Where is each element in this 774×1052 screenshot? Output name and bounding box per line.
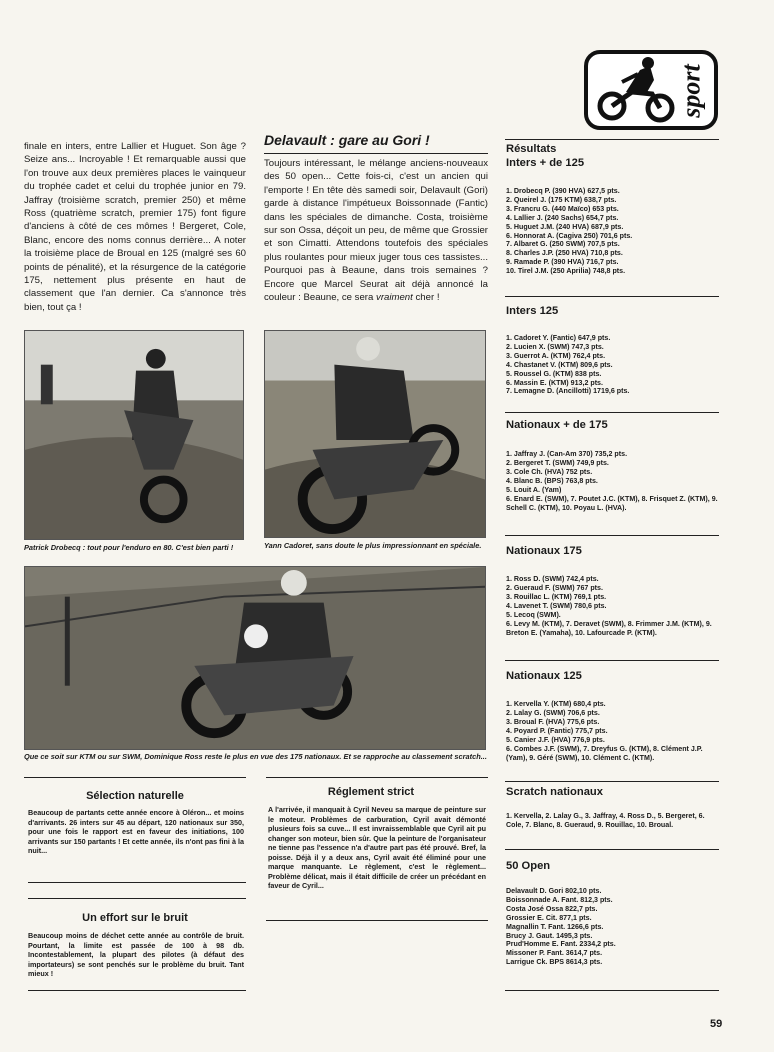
article-body [264,157,488,304]
list-item: 6. Honnorat A. (Cagiva 250) 701,6 pts. [506,231,633,240]
article-body-text: Toujours intéressant, le mélange anciens-nouveaux des 50 open... Cette fois-ci, c'est un ancien qui l'emporte ! En tête dès samedi soir, Delavault (Gori) garde à distance l'impétueux Boissonnade (Fantic) dans les spéciales de dimanche. Costa, troisième sur son Ossa, déçoit un peu, de même que Grossier et son Cimatti. Attendons toutefois des spéciales plus roulantes pour mieux juger tous ces tassistes... Pourquoi pas à Beaune, dans trois semaines ? Encore que Marcel Seurat ait déjà annoncé la couleur : Beaune, ce sera [264,158,488,304]
open-50-list [506,887,616,967]
nationaux-175-list [506,575,607,620]
nationaux-plus-175-list [506,450,627,495]
list-item: Brucy J. Gaut. 1495,3 pts. [506,931,593,940]
reglement-text: A l'arrivée, il manquait à Cyril Neveu sa marque de peinture sur le moteur. Problèmes de carburation, Cyril avait démonté plusieurs fois sa cuve... Il est invraissemblable que Cyril ait pu changer son moteur, bien sûr. Que la peinture de l'organisateur ne tienne pas l'essence n'a d'autre part pas été prouvé. Bref, la poisse. Déjà il y a deux ans, Cyril avait été éliminé pour une marque manquante. Le règlement, c'est le règlement... Problème délicat, mais il était difficile de créer un précédant en faveur de Cyril... [268,805,486,890]
list-item: Delavault D. Gori 802,10 pts. [506,887,602,895]
list-item: 9. Ramade P. (390 HVA) 716,7 pts. [506,258,619,267]
list-item: 10. Tirel J.M. (250 Aprilia) 748,8 pts. [506,267,626,276]
intro-paragraph: finale en inters, entre Lallier et Huguet. Son âge ? Seize ans... Incroyable ! Et remarquable aussi que l'on trouve aux deux premières places le vainqueur du trophée cadet et celui du trophée junior en 79. Jaffray (troisième scratch, premier 250) et même Ross (quatrième scratch, premier 175) font figure d'anciens à côté de ces mômes ! Bergeret, Cole, Blanc, encore des noms connus derrière... A noter la troisième place de Broual en 125 (malgré ses 60 points de pénalité), et la résurgence de la catégorie 175, nettement plus présente en haut de classement que l'an dernier. Ca s'annonce très bien, tout ça ! [24,141,246,313]
open-50-title: 50 Open [506,860,551,872]
nationaux-175-title: Nationaux 175 [506,545,582,557]
list-item: 2. Gueraud F. (SWM) 767 pts. [506,583,603,592]
reglement-title: Réglement strict [327,786,415,798]
list-item: 5. Huguet J.M. (240 HVA) 687,9 pts. [506,222,624,231]
list-item: Prud'Homme E. Fant. 2334,2 pts. [506,940,616,949]
scratch-text: 1. Kervella, 2. Lalay G., 3. Jaffray, 4. Ross D., 5. Bergeret, 6. Cole, 7. Blanc, 8. Gueraud, 9. Rouillac, 10. Broual. [506,812,705,829]
photo-drobecq-caption: Patrick Drobecq : tout pour l'enduro en 80. C'est bien parti ! [24,543,234,552]
nationaux-plus-175-tail: 6. Enard E. (SWM), 7. Poutet J.C. (KTM), 8. Frisquet Z. (KTM), 9. Schell C. (KTM), 10. Poyau L. (HVA). [506,495,718,512]
list-item: 4. Lallier J. (240 Sachs) 654,7 pts. [506,213,619,222]
nationaux-plus-175-title: Nationaux + de 175 [506,419,608,431]
list-item: 1. Drobecq P. (390 HVA) 627,5 pts. [506,187,620,195]
list-item: 1. Ross D. (SWM) 742,4 pts. [506,575,599,583]
list-item: 3. Rouillac L. (KTM) 769,1 pts. [506,592,607,601]
nationaux-125-list [506,700,608,745]
list-item: Missoner P. Fant. 3614,7 pts. [506,949,603,958]
list-item: 5. Lecoq (SWM). [506,610,561,619]
photo-cadoret [264,330,486,538]
scratch-title: Scratch nationaux [506,786,603,798]
list-item: 5. Roussel G. (KTM) 838 pts. [506,369,602,378]
list-item: 2. Queirel J. (175 KTM) 638,7 pts. [506,195,617,204]
inters-125-list [506,334,629,396]
list-item: 5. Canier J.F. (HVA) 776,9 pts. [506,735,605,744]
inters-plus-125-list [506,187,632,276]
list-item: 7. Albaret G. (250 SWM) 707,5 pts. [506,240,620,249]
list-item: 3. Cole Ch. (HVA) 752 pts. [506,467,593,476]
nationaux-125-tail: 6. Combes J.F. (SWM), 7. Dreyfus G. (KTM), 8. Clément J.P. (Yam), 9. Géré (SWM), 10. Clément C. (KTM). [506,745,703,762]
list-item: 5. Louit A. (Yam) [506,485,562,494]
list-item: 6. Massin E. (KTM) 913,2 pts. [506,378,603,387]
selection-title: Sélection naturelle [86,790,184,802]
list-item: 8. Charles J.P. (250 HVA) 710,8 pts. [506,249,623,258]
list-item: Magnallin T. Fant. 1266,6 pts. [506,922,604,931]
list-item: Grossier E. Cit. 877,1 pts. [506,913,592,922]
list-item: 2. Lucien X. (SWM) 747,3 pts. [506,342,604,351]
inters-125-title: Inters 125 [506,305,559,317]
inters-plus-125-title: Inters + de 125 [506,157,585,169]
list-item: 4. Poyard P. (Fantic) 775,7 pts. [506,726,608,735]
list-item: Larrigue Ck. BPS 8614,3 pts. [506,958,603,967]
list-item: 2. Lalay G. (SWM) 706,6 pts. [506,708,600,717]
sport-logo [584,50,718,130]
photo-cadoret-caption: Yann Cadoret, sans doute le plus impressionnant en spéciale. [264,541,482,550]
page-number: 59 [710,1018,723,1030]
list-item: Costa José Ossa 822,7 pts. [506,904,598,913]
list-item: 3. Broual F. (HVA) 775,6 pts. [506,717,600,726]
list-item: 1. Kervella Y. (KTM) 680,4 pts. [506,700,606,708]
list-item: 2. Bergeret T. (SWM) 749,9 pts. [506,458,609,467]
list-item: Boissonnade A. Fant. 812,3 pts. [506,895,613,904]
photo-ross [24,566,486,750]
bruit-title: Un effort sur le bruit [82,912,188,924]
motocross-rider-icon [592,56,682,128]
photo-drobecq [24,330,244,540]
nationaux-175-tail: 6. Levy M. (KTM), 7. Deravet (SWM), 8. Frimmer J.M. (KTM), 9. Breton E. (Yamaha), 10. Lafourcade P. (KTM). [506,620,712,637]
list-item: 4. Blanc B. (BPS) 763,8 pts. [506,476,598,485]
list-item: 1. Cadoret Y. (Fantic) 647,9 pts. [506,334,611,342]
list-item: 4. Lavenet T. (SWM) 780,6 pts. [506,601,607,610]
article-body-end: cher ! [415,292,440,304]
nationaux-125-title: Nationaux 125 [506,670,582,682]
list-item: 4. Chastanet V. (KTM) 809,6 pts. [506,360,613,369]
results-heading: Résultats [506,143,557,155]
sport-logo-word: sport [676,64,706,118]
article-body-emphasis: vraiment [376,292,413,304]
photo-ross-caption: Que ce soit sur KTM ou sur SWM, Dominique Ross reste le plus en vue des 175 nationaux. Et se rapproche au classement scratch... [24,752,487,761]
list-item: 3. Francru G. (440 Maïco) 653 pts. [506,204,619,213]
list-item: 3. Guerrot A. (KTM) 762,4 pts. [506,351,606,360]
bruit-text: Beaucoup moins de déchet cette année au contrôle de bruit. Pourtant, la limite est passée de 100 à 98 db. Incontestablement, la plupart des pilotes (à défaut des importateurs) se sont penchés sur le problème du bruit. Tant mieux ! [28,931,244,978]
list-item: 1. Jaffray J. (Can-Am 370) 735,2 pts. [506,450,628,458]
list-item: 7. Lemagne D. (Ancillotti) 1719,6 pts. [506,387,630,396]
article-title: Delavault : gare au Gori ! [264,132,430,148]
selection-text: Beaucoup de partants cette année encore à Oléron... et moins d'arrivants. 26 inters sur 45 au départ, 120 nationaux sur 350, pour une fois le rapport est en faveur des initiations, 100 arrivants sur 150 partants ! Et cette année, ils n'ont pas fini à la nuit... [28,808,244,855]
